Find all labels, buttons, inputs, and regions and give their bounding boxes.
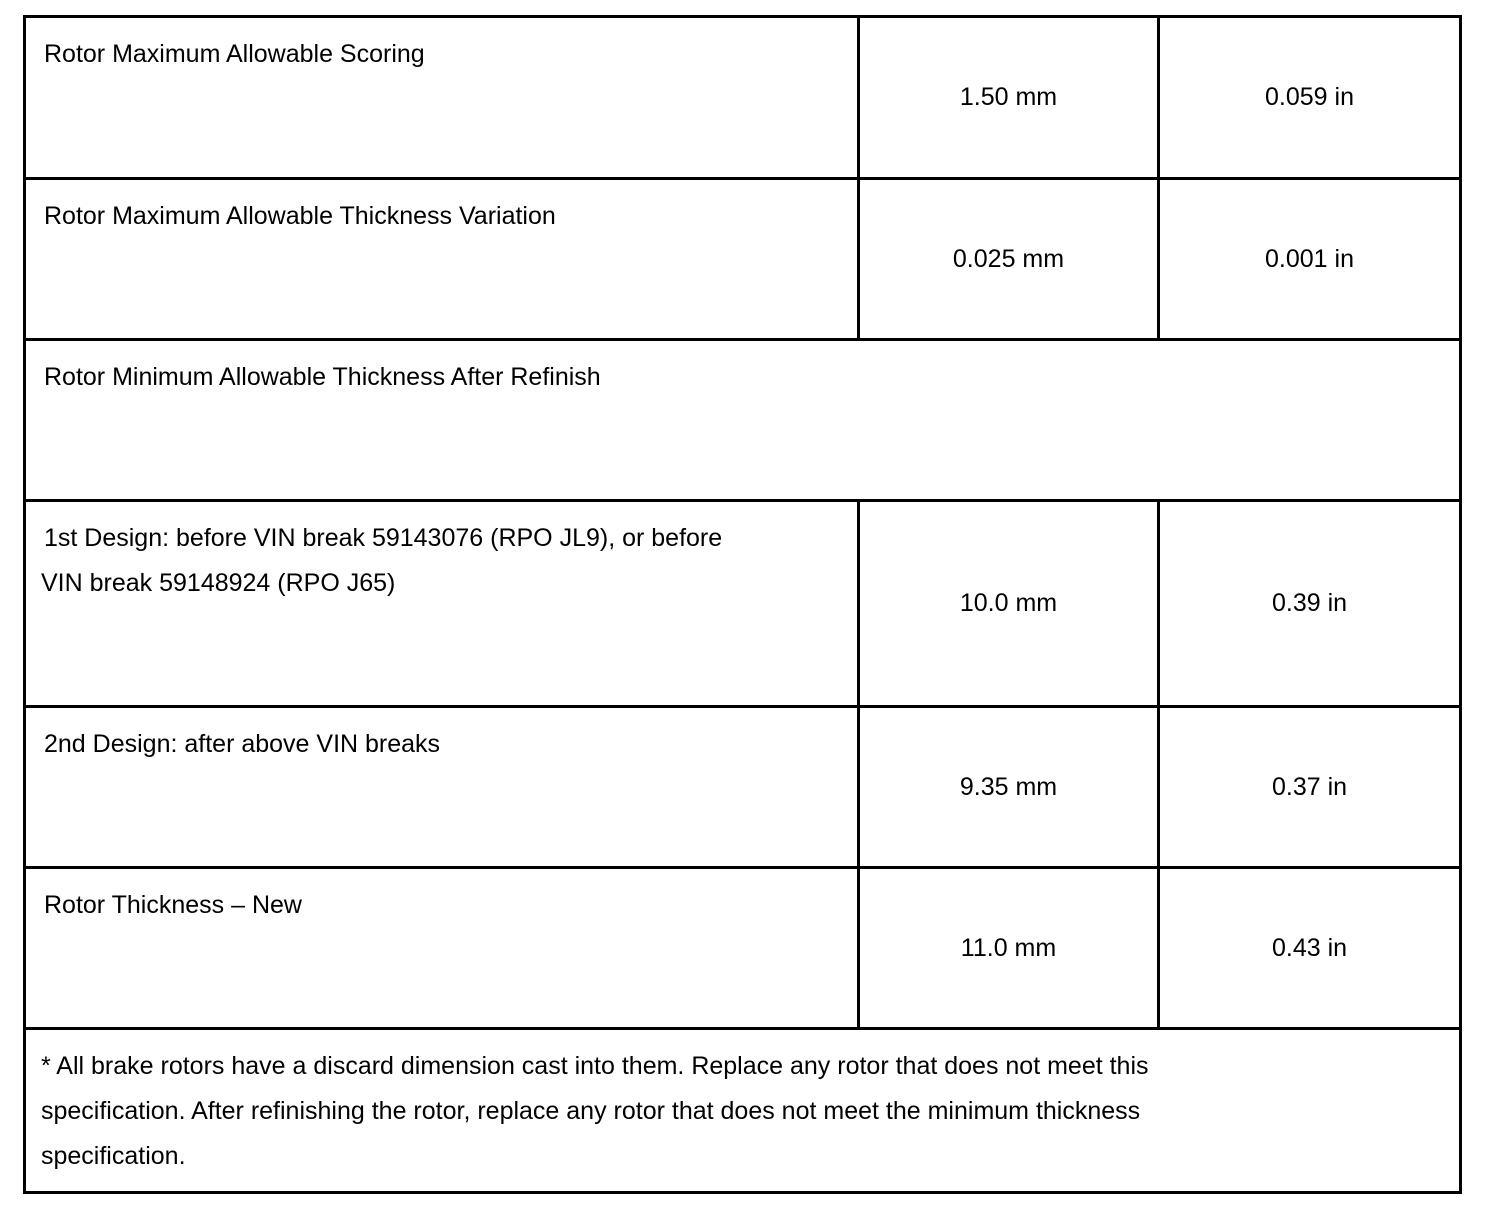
english-value-cell	[1159, 868, 1461, 1029]
spec-description: Rotor Maximum Allowable Thickness Variation	[44, 202, 556, 230]
spec-description: Rotor Maximum Allowable Scoring	[44, 40, 425, 68]
metric-value: 0.025 mm	[952, 244, 1065, 273]
metric-value: 9.35 mm	[959, 772, 1058, 801]
metric-value: 11.0 mm	[960, 933, 1057, 962]
footnote-line: * All brake rotors have a discard dimension cast into them. Replace any rotor that does not meet this	[41, 1052, 1149, 1080]
table-row	[25, 707, 1461, 868]
spec-description: 2nd Design: after above VIN breaks	[44, 730, 441, 758]
metric-value-cell	[859, 17, 1159, 179]
section-heading: Rotor Minimum Allowable Thickness After Refinish	[44, 363, 601, 391]
footnote-cell	[25, 1029, 1461, 1193]
table-row	[25, 501, 1461, 707]
footnote-line: specification.	[41, 1142, 186, 1170]
table-row	[25, 1029, 1461, 1193]
metric-value: 10.0 mm	[959, 589, 1058, 617]
english-value: 0.43 in	[1271, 933, 1348, 962]
metric-value-cell	[859, 179, 1159, 340]
footnote-line: specification. After refinishing the rotor, replace any rotor that does not meet the minimum thickness	[41, 1097, 1141, 1125]
spec-description-cell	[25, 179, 859, 340]
section-heading-cell	[25, 340, 1461, 501]
metric-value-cell	[859, 868, 1159, 1029]
english-value-cell	[1159, 501, 1461, 707]
spec-description-line: VIN break 59148924 (RPO J65)	[41, 569, 396, 597]
table-row	[25, 17, 1461, 179]
metric-value-cell	[859, 501, 1159, 707]
english-value-cell	[1159, 17, 1461, 179]
spec-description-cell	[25, 501, 859, 707]
spec-description-cell	[25, 17, 859, 179]
spec-description-cell	[25, 868, 859, 1029]
english-value: 0.059 in	[1265, 83, 1354, 111]
english-value-cell	[1159, 707, 1461, 868]
rotor-specifications-table	[23, 15, 1462, 1194]
table-row	[25, 340, 1461, 501]
spec-description-line: 1st Design: before VIN break 59143076 (RPO JL9), or before	[44, 524, 723, 552]
metric-value: 1.50 mm	[959, 83, 1058, 111]
spec-description-cell	[25, 707, 859, 868]
english-value-cell	[1159, 179, 1461, 340]
table-row	[25, 868, 1461, 1029]
english-value: 0.37 in	[1271, 772, 1348, 801]
english-value: 0.39 in	[1271, 589, 1348, 617]
spec-description: Rotor Thickness – New	[44, 891, 302, 919]
table-row	[25, 179, 1461, 340]
english-value: 0.001 in	[1265, 244, 1354, 273]
metric-value-cell	[859, 707, 1159, 868]
